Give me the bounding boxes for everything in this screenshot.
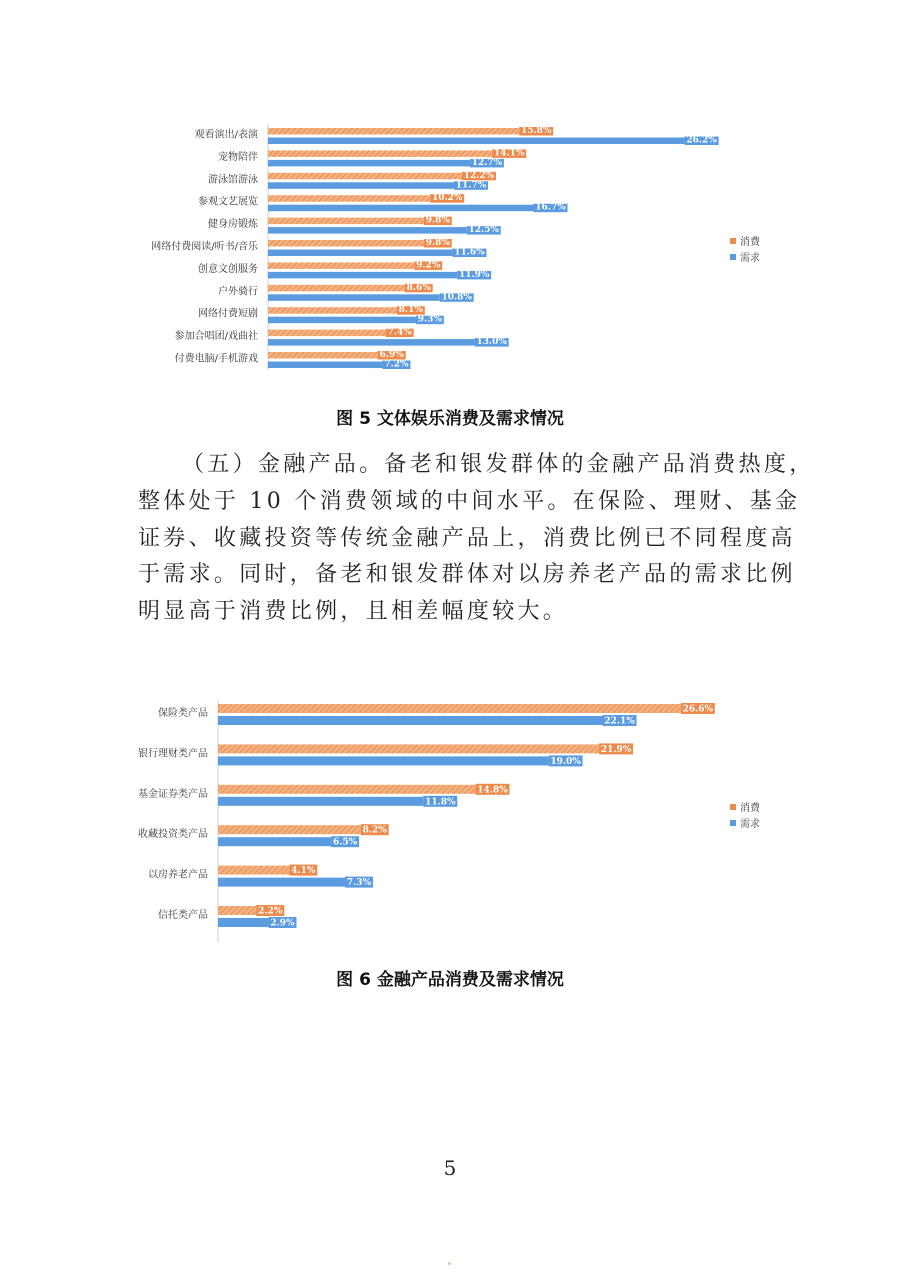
fig5-data-label: 11.7% [455,180,487,191]
fig5-bar-demand [268,160,470,167]
fig5-data-label: 9.8% [425,238,450,248]
figure6-chart [0,692,900,942]
fig5-data-label: 7.4% [387,327,412,338]
fig5-data-label: 12.2% [463,170,495,181]
page-dot [448,1262,451,1265]
fig6-bar-consumption [218,785,476,794]
fig6-data-label: 21.9% [600,744,632,755]
fig6-category-label: 银行理财类产品 [138,748,208,760]
fig6-bar-consumption [218,906,256,915]
fig6-bar-consumption [218,825,361,834]
fig5-legend-swatch [730,254,736,260]
fig5-data-label: 15.8% [520,126,552,136]
fig5-bar-consumption [268,195,430,202]
fig6-bar-demand [218,716,603,725]
fig5-bar-consumption [268,240,424,247]
fig5-legend-label: 消费 [740,237,760,248]
fig5-data-label: 6.9% [379,350,404,360]
fig5-data-label: 9.8% [425,215,450,226]
fig6-data-label: 19.0% [550,756,581,767]
figure6-chart-svg [0,692,900,942]
paragraph-line: 于需求。同时，备老和银发群体对以房养老产品的需求比例 [138,562,796,588]
page-number: 5 [443,1156,457,1180]
fig5-category-label: 网络付费阅读/听书/音乐 [151,241,258,253]
fig6-legend-label: 消费 [740,803,760,814]
fig5-legend-swatch [730,238,736,244]
fig5-data-label: 8.6% [406,282,431,293]
fig5-category-label: 观看演出/表演 [194,129,258,141]
fig5-data-label: 11.6% [454,247,485,258]
fig5-bar-demand [268,294,440,301]
fig5-bar-demand [268,182,454,189]
body-paragraph [138,447,815,631]
fig6-legend-label: 需求 [740,819,760,830]
fig5-category-label: 参观文艺展览 [198,196,258,208]
fig6-data-label: 22.1% [604,716,635,727]
fig5-bar-demand [268,317,416,324]
figure5-caption: 图 5 文体娱乐消费及需求情况 [336,409,564,429]
fig6-data-label: 14.8% [477,785,508,796]
fig6-category-label: 以房养老产品 [148,869,208,881]
fig5-bar-demand [268,250,452,257]
fig5-bar-consumption [268,262,414,269]
fig6-category-label: 保险类产品 [158,708,208,719]
fig6-bar-demand [218,797,423,806]
fig6-data-label: 2.2% [258,906,283,917]
fig6-category-label: 收藏投资类产品 [138,829,208,841]
fig5-bar-demand [268,227,467,234]
fig6-bar-demand [218,878,345,887]
fig5-data-label: 26.2% [686,135,717,146]
fig5-data-label: 9.3% [417,314,442,325]
fig6-bar-demand [218,756,549,765]
fig6-bar-demand [218,918,268,927]
fig5-data-label: 7.2% [384,359,409,370]
figure5-chart-svg [0,118,900,380]
fig6-data-label: 26.6% [682,704,714,715]
fig5-bar-consumption [268,307,397,314]
fig6-data-label: 7.3% [346,878,372,889]
fig5-data-label: 16.7% [535,202,566,213]
fig6-legend-swatch [730,804,736,810]
paragraph-line: 证券、收藏投资等传统金融产品上，消费比例已不同程度高 [138,525,796,551]
fig5-data-label: 13.0% [476,337,507,348]
paragraph-line: 明显高于消费比例，且相差幅度较大。 [138,599,569,625]
paragraph-line: 整体处于 10 个消费领域的中间水平。在保险、理财、基金 [138,488,801,514]
figure6-caption: 图 6 金融产品消费及需求情况 [336,970,564,990]
fig5-data-label: 10.8% [441,292,472,303]
fig5-data-label: 11.9% [458,269,490,280]
fig5-bar-consumption [268,285,405,292]
fig5-bar-consumption [268,173,462,180]
fig6-data-label: 6.5% [332,837,358,848]
fig5-bar-demand [268,339,475,346]
fig5-category-label: 健身房锻炼 [208,219,258,231]
fig6-data-label: 2.9% [270,918,295,929]
fig5-bar-consumption [268,218,424,225]
fig6-bar-consumption [218,744,599,753]
fig5-category-label: 游泳馆游泳 [208,174,258,186]
fig6-data-label: 4.1% [291,866,316,877]
fig6-data-label: 8.2% [362,825,387,836]
fig5-data-label: 9.2% [416,260,441,271]
fig5-bar-demand [268,205,534,212]
fig6-legend-swatch [730,820,736,826]
fig5-data-label: 12.7% [471,157,503,168]
fig6-category-label: 基金证券类产品 [138,788,208,800]
fig5-bar-consumption [268,330,386,337]
paragraph-line: （五）金融产品。备老和银发群体的金融产品消费热度， [182,452,815,477]
fig5-category-label: 创意文创服务 [198,263,258,275]
fig5-bar-consumption [268,150,492,157]
fig5-legend-label: 需求 [740,253,760,264]
fig5-category-label: 付费电脑/手机游戏 [174,353,258,365]
fig5-data-label: 10.2% [431,193,463,204]
fig5-category-label: 网络付费短剧 [198,308,258,320]
fig5-bar-demand [268,138,685,145]
fig5-bar-consumption [268,352,378,359]
fig5-data-label: 12.5% [468,225,499,236]
fig5-data-label: 8.1% [398,305,423,316]
fig5-data-label: 14.1% [493,148,525,159]
fig5-bar-demand [268,272,457,279]
fig5-category-label: 宠物陪伴 [218,151,258,163]
fig6-category-label: 信托类产品 [158,910,208,921]
fig5-category-label: 参加合唱团/戏曲社 [174,331,258,343]
fig6-data-label: 11.8% [425,797,456,808]
fig6-bar-consumption [218,704,681,713]
fig5-category-label: 户外骑行 [218,286,258,298]
figure5-chart [0,118,900,380]
fig6-bar-demand [218,837,331,846]
fig6-bar-consumption [218,866,289,875]
fig5-bar-consumption [268,128,519,135]
fig5-bar-demand [268,362,382,369]
